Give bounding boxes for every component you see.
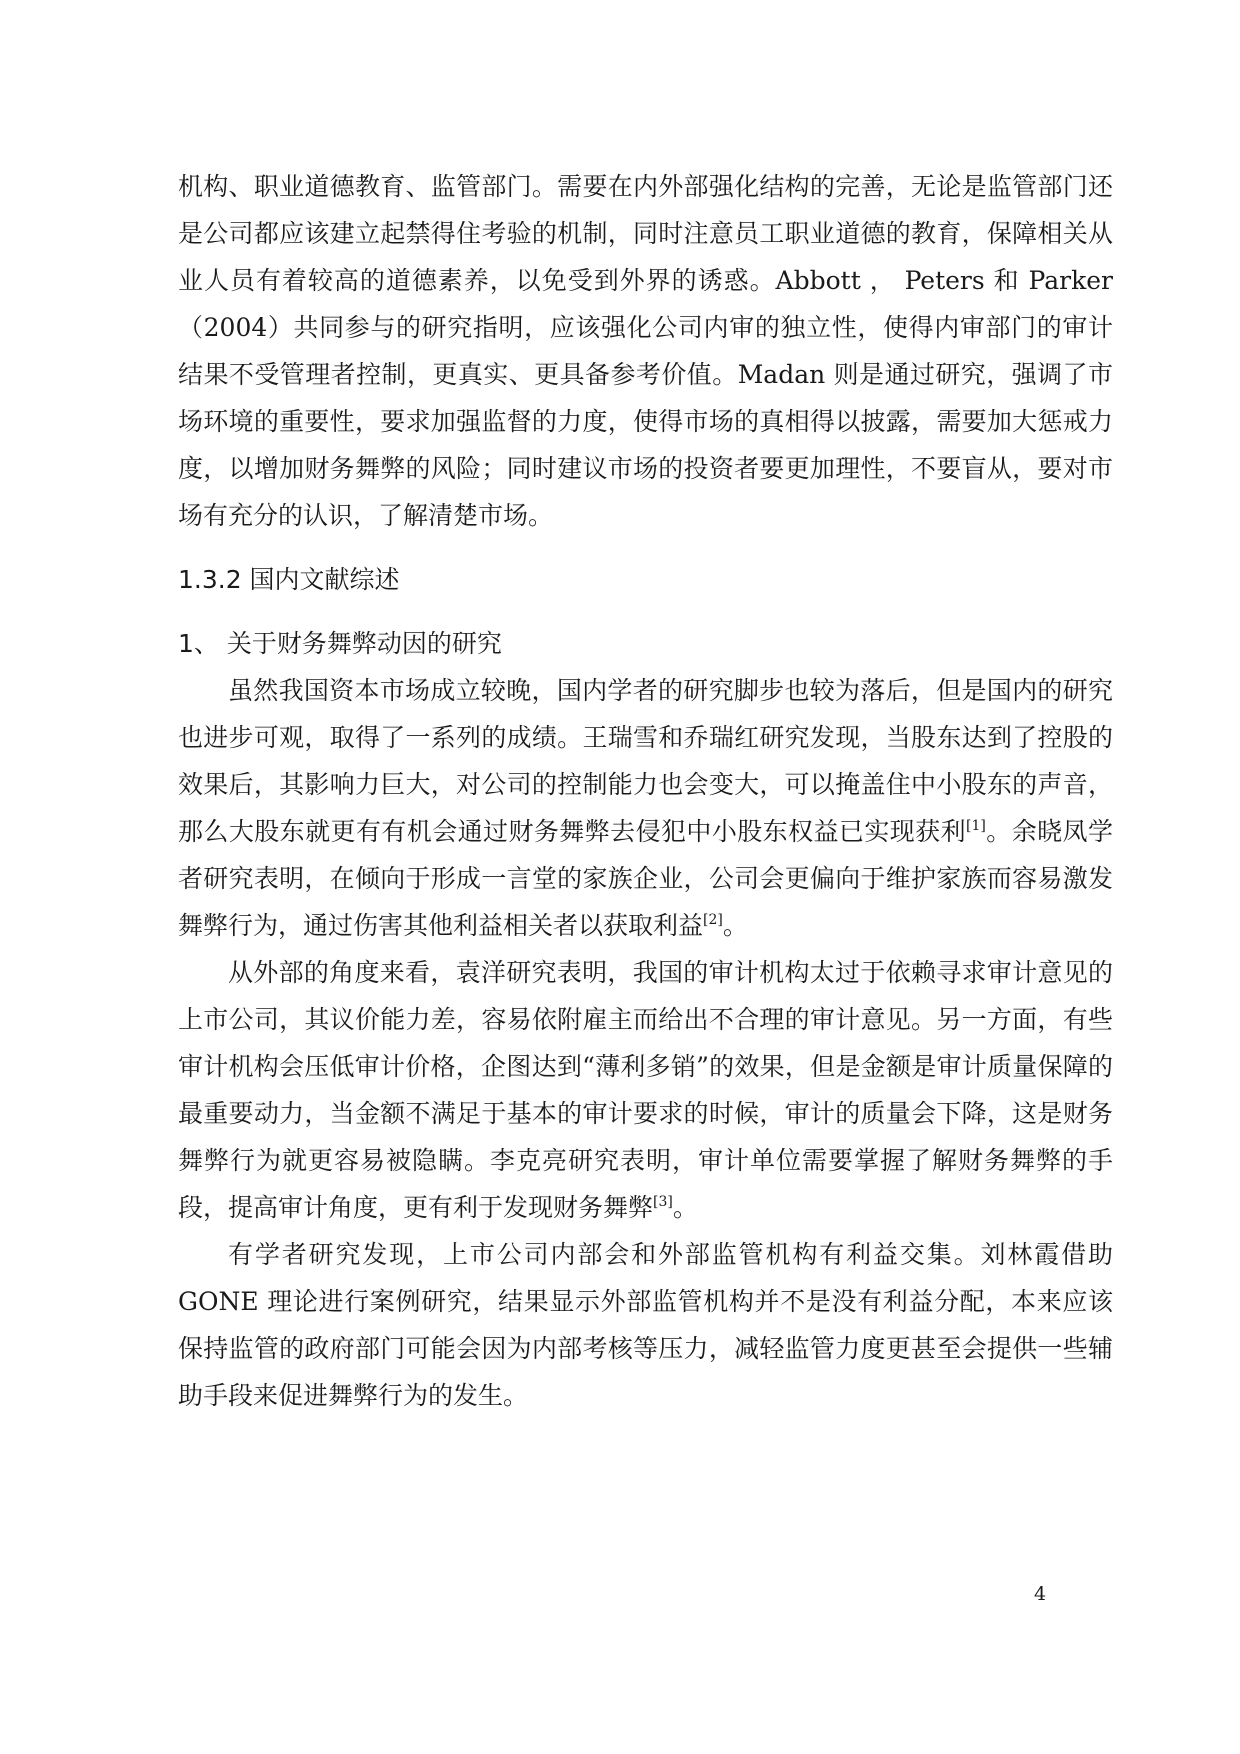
- paragraph-external-audit: [178, 949, 1113, 1231]
- page-body: [178, 163, 1113, 1419]
- paragraph-text: 虽然我国资本市场成立较晚，国内学者的研究脚步也较为落后，但是国内的研究也进步可观，取得了一系列的成绩。王瑞雪和乔瑞红研究发现，当股东达到了控股的效果后，其影响力巨大，对公司的控制能力也会变大，可以掩盖住中小股东的声音，那么大股东就更有有机会通过财务舞弊去侵犯中小股东权益已实现获利: [178, 676, 1113, 846]
- paragraph-continuation: [178, 163, 1113, 539]
- paragraph-text: 从外部的角度来看，袁洋研究表明，我国的审计机构太过于依赖寻求审计意见的上市公司，其议价能力差，容易依附雇主而给出不合理的审计意见。另一方面，有些审计机构会压低审计价格，企图达到“薄利多销”的效果，但是金额是审计质量保障的最重要动力，当金额不满足于基本的审计要求的时候，审计的质量会下降，这是财务舞弊行为就更容易被隐瞒。李克亮研究表明，审计单位需要掌握了解财务舞弊的手段，提高审计角度，更有利于发现财务舞弊: [178, 958, 1113, 1222]
- citation-ref-1: [1]: [966, 818, 986, 834]
- section-heading: 1.3.2 国内文献综述: [178, 565, 400, 594]
- paragraph-regulators: [178, 1231, 1113, 1419]
- paragraph-text: 。: [722, 911, 748, 940]
- citation-ref-2: [2]: [703, 912, 723, 928]
- paragraph-text: 机构、职业道德教育、监管部门。需要在内外部强化结构的完善，无论是监管部门还是公司都应该建立起禁得住考验的机制，同时注意员工职业道德的教育，保障相关从业人员有着较高的道德素养，以免受到外界的诱惑。Abbott ， Peters 和 Parker（2004）共同参与的研究指明，应该强化公司内审的独立性，使得内审部门的审计结果不受管理者控制，更真实、更具备参考价值。Madan 则是通过研究，强调了市场环境的重要性，要求加强监督的力度，使得市场的真相得以披露，需要加大惩戒力度，以增加财务舞弊的风险；同时建议市场的投资者要更加理性，不要盲从，要对市场有充分的认识，了解清楚市场。: [178, 172, 1113, 530]
- subsection-heading: 1、 关于财务舞弊动因的研究: [178, 629, 502, 658]
- paragraph-text: 有学者研究发现，上市公司内部会和外部监管机构有利益交集。刘林霞借助 GONE 理论进行案例研究，结果显示外部监管机构并不是没有利益分配，本来应该保持监管的政府部门可能会因为内部考核等压力，减轻监管力度更甚至会提供一些辅助手段来促进舞弊行为的发生。: [178, 1240, 1113, 1410]
- citation-ref-3: [3]: [653, 1194, 673, 1210]
- paragraph-text: 。余晓凤学者研究表明，在倾向于形成一言堂的家族企业，公司会更偏向于维护家族而容易激发舞弊行为，通过伤害其他利益相关者以获取利益: [178, 817, 1113, 940]
- paragraph-internal-motives: [178, 667, 1113, 949]
- paragraph-text: 。: [672, 1193, 698, 1222]
- page-number: 4: [1033, 1583, 1047, 1605]
